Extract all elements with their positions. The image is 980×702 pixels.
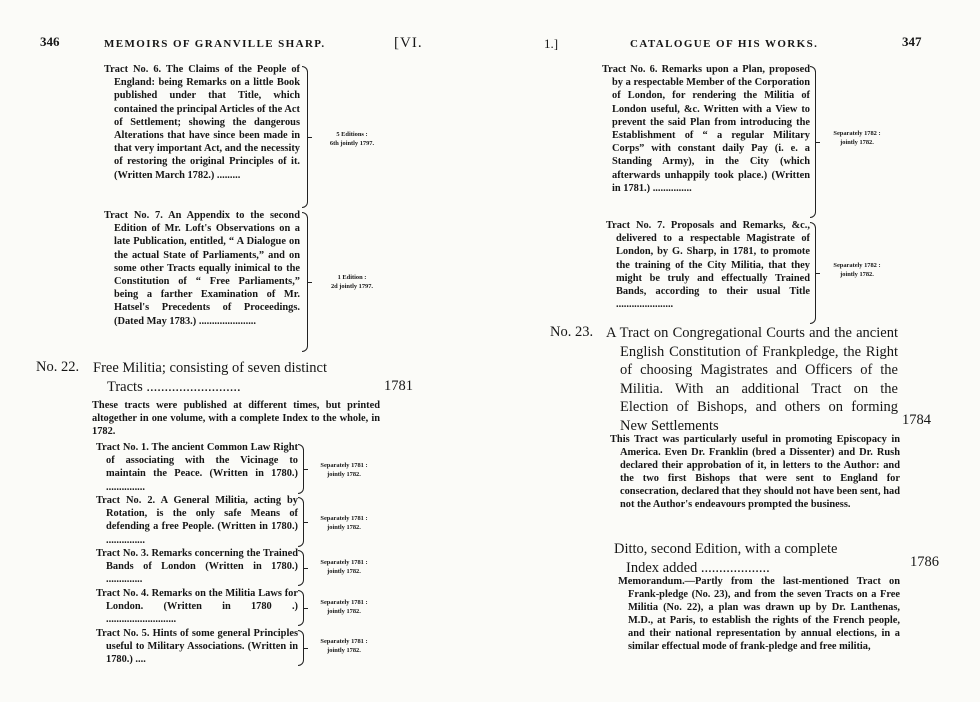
entry-number: No. 22. [36,359,80,375]
edition-note [818,262,896,279]
edition-note-line: Separately 1781 : [320,638,368,645]
edition-note-line: 5 Editions : [336,131,368,138]
tract-text: Tract No. 7. Proposals and Remarks, &c., delivered to a respectable Magistrate of London, by G. Sharp, in 1781, to promote the training of the City Militia, that they might be truly and effectually Trained Bands, according to their usual Title ...................... [606,220,810,311]
edition-note-line: jointly 1782. [840,138,874,146]
brace [810,222,816,324]
edition-note [312,131,392,148]
edition-note [306,599,382,616]
page-number-right: 347 [902,34,922,49]
tract-entry [104,209,300,355]
edition-note-line: jointly 1782. [327,470,361,478]
edition-note-line: jointly 1782. [327,523,361,531]
entry-title [93,359,383,396]
tract-text: Tract No. 4. Remarks on the Militia Laws for London. (Written in 1780 .) ........................... [96,588,298,626]
edition-note-line: jointly 1782. [327,567,361,575]
entry-title-line: Tracts .......................... [107,378,241,395]
edition-note [306,515,382,532]
tract-text: Tract No. 6. The Claims of the People of England: being Remarks on a little Book published under that Title, which contained the principal Articles of the Act of Settlement; showing the dangerous Alterations that have since been made in that very important Act, and the necessity of restoring the original Principles of it. (Written March 1782.) ......... [104,64,300,181]
edition-note-line: 2d jointly 1797. [330,282,374,290]
brace [298,444,304,494]
edition-note-line: Separately 1782 : [833,262,881,269]
tract-text: Tract No. 6. Remarks upon a Plan, proposed by a respectable Member of the Corporation of London, for rendering the Militia of London useful, &c. Written with a View to prevent the said Plan from introducing the Establishment of “ a regular Military Corps” with constant daily Pay (i. e. a Standing Army), in the City (which afterwards unhappily took place.) (Written in 1781.) ............... [602,64,810,194]
brace [810,66,816,218]
edition-note [818,130,896,147]
tract-text: Tract No. 2. A General Militia, acting by Rotation, is the only safe Means of defending a free People. (Written in 1780.) ............... [96,495,298,546]
right-page [490,0,980,702]
brace [298,550,304,586]
entry-description: This Tract was particularly useful in promoting Episcopacy in America. Even Dr. Franklin (bred a Dissenter) and Dr. Rush declared their approbation of it, in letters to the Author: and the two first Bishops that were sent to England for consecration, declared that they should not have been sent, had not the Author's endeavours prompted the business. [610,434,900,510]
entry-year: 1781 [384,378,413,394]
brace [298,590,304,626]
tract-text: Tract No. 5. Hints of some general Principles useful to Military Associations. (Written in 1780.) .... [96,628,298,666]
brace [302,212,308,352]
edition-entry-line: Ditto, second Edition, with a complete [614,541,838,557]
entry-number: No. 23. [550,324,594,340]
edition-note-line: Separately 1781 : [320,599,368,606]
entry-year: 1786 [910,554,939,570]
edition-note-line: jointly 1782. [840,270,874,278]
entry-title: A Tract on Congregational Courts and the ancient English Constitution of Frankpledge, the Right of choosing Magistrates and Officers of the Militia. With an additional Tract on the Election of Bishops, and others on forming New Settlements [606,325,898,434]
entry-title-line: Free Militia; consisting of seven distinct [93,360,327,376]
edition-note [306,559,382,576]
edition-entry-line: Index added ................... [626,559,770,576]
tract-text: Tract No. 7. An Appendix to the second Edition of Mr. Loft's Observations on a late Publication, entitled, “ A Dialogue on the actual State of Parliaments,” and on some other Tracts equally inimical to the Constitution of “ Free Parliaments,” being a farther Examination of Mr. Hatsel's Precedents of Proceedings. (Dated May 1783.) ...................... [104,210,300,327]
tract-entry [104,63,300,209]
edition-note-line: Separately 1782 : [833,130,881,137]
edition-note-line: Separately 1781 : [320,515,368,522]
edition-note [306,462,382,479]
memorandum: Memorandum.—Partly from the last-mentioned Tract on Frank-pledge (No. 23), and from the seven Tracts on a Free Militia (No. 22), a plan was drawn up by Dr. Lanthenas, M.D., at Paris, to establish the rights of the French people, and their national representation by annual elections, in a similar effectual mode of frank-pledge and free militia, [618,576,900,652]
tract-text: Tract No. 3. Remarks concerning the Trained Bands of London (Written in 1780.) .............. [96,548,298,586]
running-title-left: MEMOIRS OF GRANVILLE SHARP. [104,38,326,50]
edition-note [306,638,382,655]
edition-note-line: 1 Edition : [337,274,367,281]
edition-note-line: jointly 1782. [327,607,361,615]
edition-note [312,274,392,291]
edition-note-line: Separately 1781 : [320,559,368,566]
signature-marker: 1.] [544,36,559,51]
edition-note-line: jointly 1782. [327,646,361,654]
volume-marker: [VI. [394,35,423,51]
entry-year: 1784 [902,412,931,428]
edition-note-line: 6th jointly 1797. [329,139,375,147]
edition-entry [614,540,914,577]
brace [298,497,304,547]
running-title-right: CATALOGUE OF HIS WORKS. [630,38,819,50]
edition-note-line: Separately 1781 : [320,462,368,469]
brace [302,66,308,208]
page-number-left: 346 [40,34,60,49]
entry-description: These tracts were published at different times, but printed altogether in one volume, with a complete Index to the whole, in 1782. [92,400,380,437]
brace [298,630,304,666]
tract-text: Tract No. 1. The ancient Common Law Right of associating with the Vicinage to maintain the Peace. (Written in 1780.) ............... [96,442,298,493]
